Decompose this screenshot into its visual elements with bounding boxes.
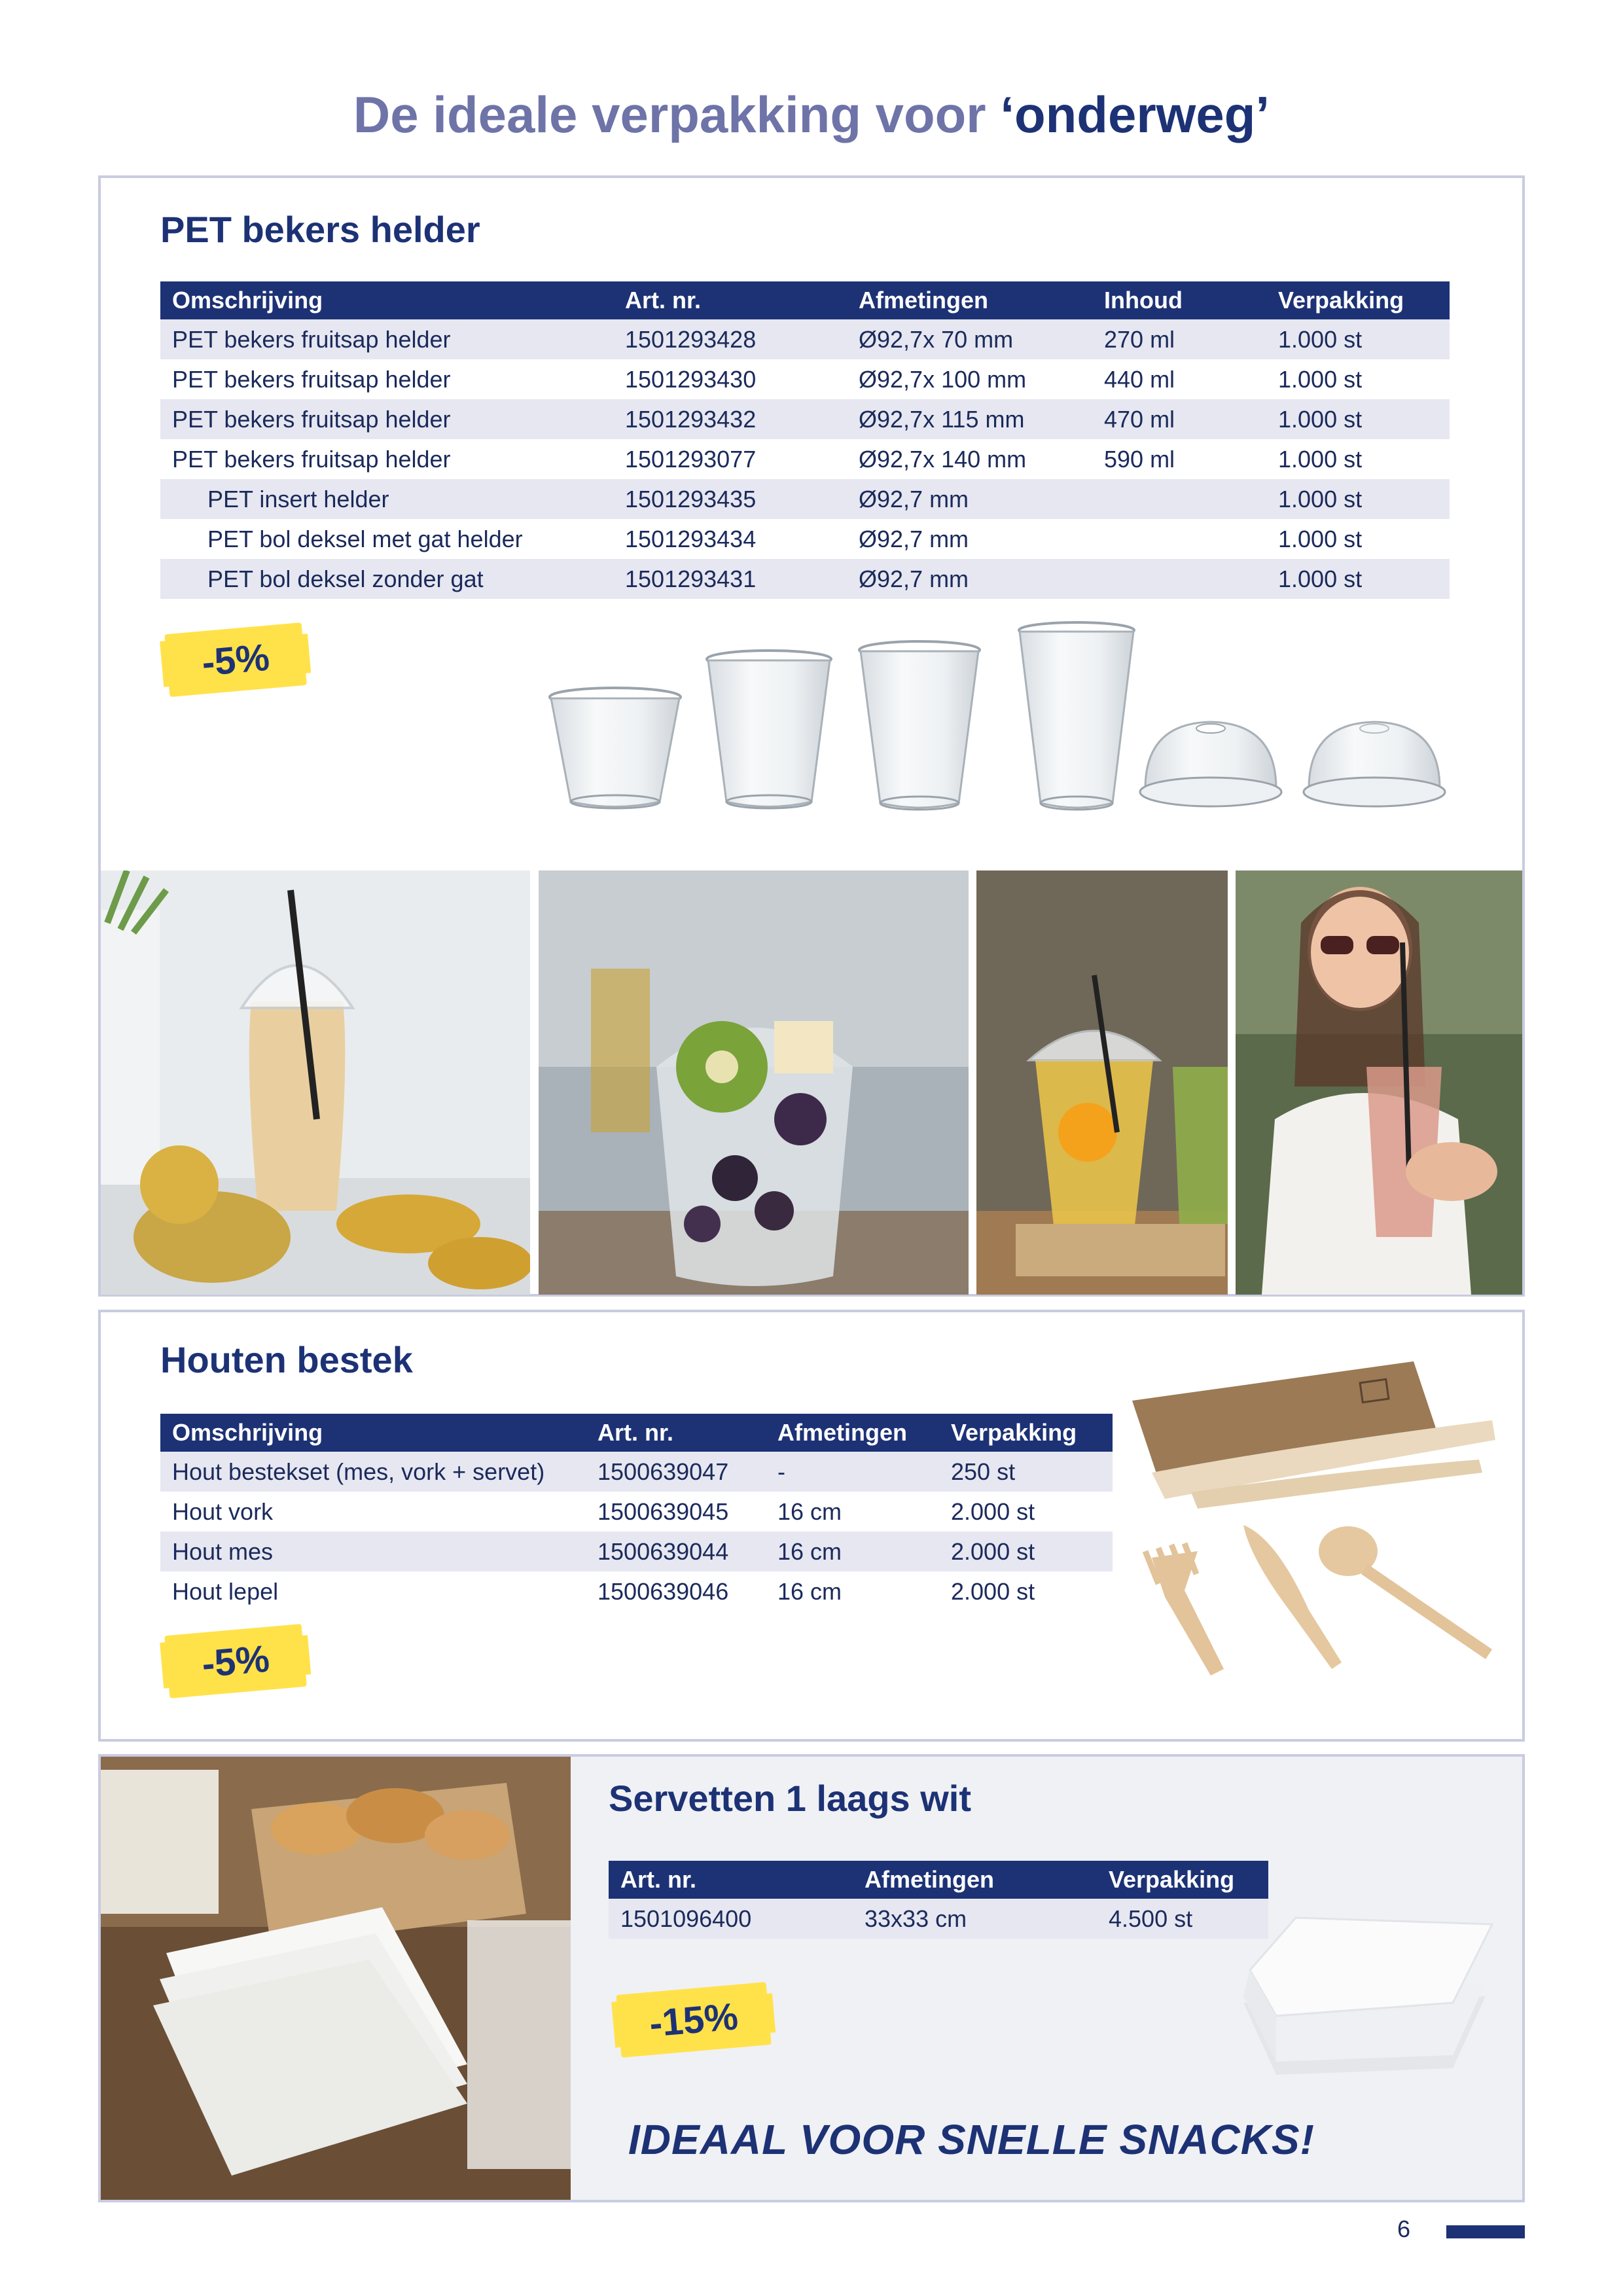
cell-verpakking: 1.000 st bbox=[1266, 319, 1450, 359]
wood-table bbox=[160, 1414, 1113, 1611]
cell-art-nr: 1501293077 bbox=[613, 439, 847, 479]
cell-afmetingen: Ø92,7 mm bbox=[847, 519, 1092, 559]
napkin-discount-badge: -15% bbox=[616, 1982, 771, 2058]
woman-drink-photo bbox=[1236, 870, 1522, 1295]
cell-inhoud: 270 ml bbox=[1092, 319, 1266, 359]
cup-470ml-icon bbox=[859, 641, 980, 810]
cell-art-nr: 1501293432 bbox=[613, 399, 847, 439]
wood-discount-badge: -5% bbox=[164, 1624, 307, 1698]
dome-lid-with-hole-icon bbox=[1140, 722, 1281, 806]
title-light: De ideale verpakking voor bbox=[353, 86, 986, 143]
dome-lid-without-hole-icon bbox=[1304, 722, 1445, 806]
col-afmetingen: Afmetingen bbox=[853, 1861, 1097, 1899]
page-footer-bar bbox=[1446, 2225, 1525, 2238]
page-title bbox=[0, 85, 1623, 145]
cell-verpakking: 2.000 st bbox=[939, 1571, 1113, 1611]
smoothie-photo bbox=[101, 870, 530, 1295]
cup-440ml-icon bbox=[707, 651, 831, 808]
wooden-fork-icon bbox=[1145, 1543, 1224, 1676]
table-row bbox=[160, 1571, 1113, 1611]
table-row bbox=[160, 479, 1450, 519]
table-row bbox=[609, 1899, 1268, 1939]
cell-afmetingen: Ø92,7 mm bbox=[847, 479, 1092, 519]
table-row bbox=[160, 399, 1450, 439]
col-art-nr: Art. nr. bbox=[609, 1861, 853, 1899]
cell-art-nr: 1501096400 bbox=[609, 1899, 853, 1939]
wood-heading: Houten bestek bbox=[160, 1339, 413, 1380]
col-afmetingen: Afmetingen bbox=[847, 281, 1092, 319]
cell-omschrijving: Hout lepel bbox=[160, 1571, 586, 1611]
pet-table bbox=[160, 281, 1450, 599]
cell-verpakking: 1.000 st bbox=[1266, 359, 1450, 399]
cell-verpakking: 2.000 st bbox=[939, 1532, 1113, 1571]
table-row bbox=[160, 559, 1450, 599]
col-afmetingen: Afmetingen bbox=[766, 1414, 939, 1452]
cell-verpakking: 4.500 st bbox=[1097, 1899, 1268, 1939]
cell-verpakking: 1.000 st bbox=[1266, 439, 1450, 479]
napkin-slogan: IDEAAL VOOR SNELLE SNACKS! bbox=[628, 2116, 1315, 2163]
cell-verpakking: 1.000 st bbox=[1266, 559, 1450, 599]
cell-afmetingen: 16 cm bbox=[766, 1571, 939, 1611]
cell-art-nr: 1501293435 bbox=[613, 479, 847, 519]
table-row bbox=[160, 1532, 1113, 1571]
cell-verpakking: 250 st bbox=[939, 1452, 1113, 1492]
napkin-stack-illustration bbox=[1237, 1911, 1499, 2088]
cell-afmetingen: 16 cm bbox=[766, 1532, 939, 1571]
cell-verpakking: 1.000 st bbox=[1266, 399, 1450, 439]
fruit-salad-photo bbox=[539, 870, 969, 1295]
cell-verpakking: 1.000 st bbox=[1266, 479, 1450, 519]
cell-afmetingen: Ø92,7x 115 mm bbox=[847, 399, 1092, 439]
table-row bbox=[160, 439, 1450, 479]
cell-omschrijving: PET bekers fruitsap helder bbox=[160, 399, 613, 439]
col-inhoud: Inhoud bbox=[1092, 281, 1266, 319]
cell-afmetingen: Ø92,7 mm bbox=[847, 559, 1092, 599]
cell-art-nr: 1500639044 bbox=[586, 1532, 766, 1571]
wooden-cutlery-illustration bbox=[1126, 1361, 1512, 1715]
cell-omschrijving: Hout bestekset (mes, vork + servet) bbox=[160, 1452, 586, 1492]
cell-omschrijving: PET bekers fruitsap helder bbox=[160, 319, 613, 359]
cell-inhoud bbox=[1092, 519, 1266, 559]
cell-verpakking: 2.000 st bbox=[939, 1492, 1113, 1532]
cell-art-nr: 1500639047 bbox=[586, 1452, 766, 1492]
col-art-nr: Art. nr. bbox=[586, 1414, 766, 1452]
napkins-bread-photo bbox=[101, 1757, 571, 2200]
table-row bbox=[160, 359, 1450, 399]
table-row bbox=[160, 319, 1450, 359]
cell-omschrijving: PET bol deksel zonder gat bbox=[160, 559, 613, 599]
cell-afmetingen: Ø92,7x 140 mm bbox=[847, 439, 1092, 479]
cell-art-nr: 1501293430 bbox=[613, 359, 847, 399]
table-header-row bbox=[160, 281, 1450, 319]
cell-omschrijving: Hout vork bbox=[160, 1492, 586, 1532]
cell-omschrijving: PET bol deksel met gat helder bbox=[160, 519, 613, 559]
cell-inhoud: 470 ml bbox=[1092, 399, 1266, 439]
title-dark: ‘onderweg’ bbox=[1000, 86, 1270, 143]
col-verpakking: Verpakking bbox=[1097, 1861, 1268, 1899]
cell-art-nr: 1501293434 bbox=[613, 519, 847, 559]
napkin-heading: Servetten 1 laags wit bbox=[609, 1778, 972, 1819]
cell-art-nr: 1500639046 bbox=[586, 1571, 766, 1611]
cell-afmetingen: 33x33 cm bbox=[853, 1899, 1097, 1939]
cutlery-set-pouch-icon bbox=[1132, 1361, 1495, 1509]
cell-inhoud: 440 ml bbox=[1092, 359, 1266, 399]
table-header-row bbox=[609, 1861, 1268, 1899]
page-number: 6 bbox=[1397, 2215, 1411, 2242]
table-row bbox=[160, 1452, 1113, 1492]
cup-270ml-icon bbox=[550, 688, 681, 808]
col-omschrijving: Omschrijving bbox=[160, 1414, 586, 1452]
pet-heading: PET bekers helder bbox=[160, 209, 480, 250]
cell-afmetingen: - bbox=[766, 1452, 939, 1492]
cup-590ml-icon bbox=[1019, 622, 1134, 810]
cell-afmetingen: 16 cm bbox=[766, 1492, 939, 1532]
cell-inhoud: 590 ml bbox=[1092, 439, 1266, 479]
cell-verpakking: 1.000 st bbox=[1266, 519, 1450, 559]
pet-cups-illustration bbox=[537, 612, 1453, 821]
cell-art-nr: 1501293428 bbox=[613, 319, 847, 359]
wooden-spoon-icon bbox=[1319, 1526, 1492, 1659]
table-header-row bbox=[160, 1414, 1113, 1452]
lemonade-photo bbox=[976, 870, 1228, 1295]
cell-art-nr: 1501293431 bbox=[613, 559, 847, 599]
col-verpakking: Verpakking bbox=[939, 1414, 1113, 1452]
cell-omschrijving: Hout mes bbox=[160, 1532, 586, 1571]
table-row bbox=[160, 519, 1450, 559]
cell-inhoud bbox=[1092, 479, 1266, 519]
col-omschrijving: Omschrijving bbox=[160, 281, 613, 319]
cell-art-nr: 1500639045 bbox=[586, 1492, 766, 1532]
pet-discount-badge: -5% bbox=[164, 622, 307, 697]
col-art-nr: Art. nr. bbox=[613, 281, 847, 319]
cell-afmetingen: Ø92,7x 70 mm bbox=[847, 319, 1092, 359]
cell-omschrijving: PET bekers fruitsap helder bbox=[160, 439, 613, 479]
table-row bbox=[160, 1492, 1113, 1532]
cell-afmetingen: Ø92,7x 100 mm bbox=[847, 359, 1092, 399]
col-verpakking: Verpakking bbox=[1266, 281, 1450, 319]
napkin-table bbox=[609, 1861, 1268, 1939]
cell-omschrijving: PET bekers fruitsap helder bbox=[160, 359, 613, 399]
cell-inhoud bbox=[1092, 559, 1266, 599]
cell-omschrijving: PET insert helder bbox=[160, 479, 613, 519]
